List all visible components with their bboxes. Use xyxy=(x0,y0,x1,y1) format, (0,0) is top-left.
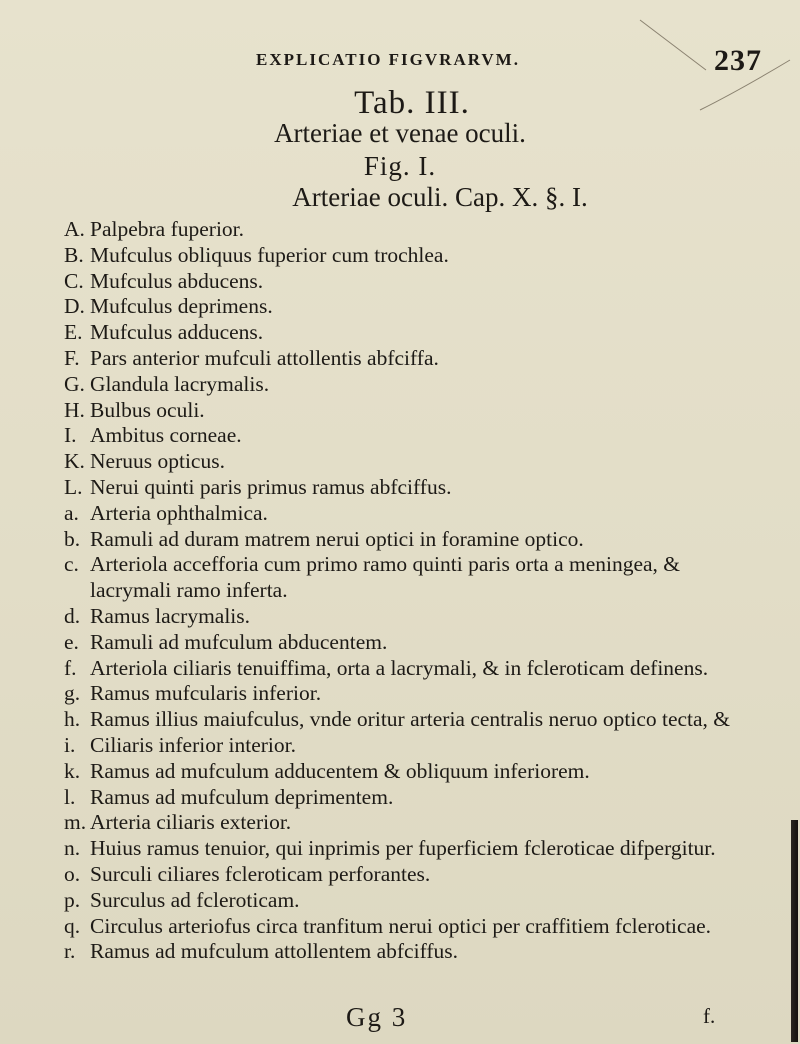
entry-letter: L. xyxy=(64,474,83,499)
section-title: Arteriae oculi. Cap. X. §. I. xyxy=(292,182,588,212)
entry-letter: b. xyxy=(64,526,81,551)
entry-letter: i. xyxy=(64,732,76,757)
legend-entry xyxy=(64,501,744,527)
entry-text: Pars anterior mufculi attollentis abfciffa. xyxy=(90,345,439,370)
entry-text: Ramuli ad duram matrem nerui optici in foramine optico. xyxy=(90,526,584,551)
entry-text: Mufculus abducens. xyxy=(90,268,264,293)
catchword: f. xyxy=(703,1004,716,1028)
entry-text: Surculi ciliares fcleroticam perforantes. xyxy=(90,861,431,886)
legend-entry xyxy=(64,733,744,759)
entry-text: Ramus ad mufculum deprimentem. xyxy=(90,784,394,809)
entry-text: Mufculus obliquus fuperior cum trochlea. xyxy=(90,242,449,267)
running-head: EXPLICATIO FIGVRARVM. xyxy=(256,50,520,69)
legend-entry xyxy=(64,939,744,965)
entry-text: Circulus arteriofus circa tranfitum nerui optici per craffitiem fcleroticae. xyxy=(90,913,712,938)
page-number: 237 xyxy=(714,44,762,77)
entry-text: Ramus mufcularis inferior. xyxy=(90,681,322,706)
legend-entry xyxy=(64,836,744,862)
entry-letter: E. xyxy=(64,320,83,345)
entry-letter: G. xyxy=(64,371,85,396)
legend-entry xyxy=(64,630,744,656)
entry-letter: m. xyxy=(64,810,87,835)
entry-text: Mufculus deprimens. xyxy=(90,294,273,319)
entry-text: Ramuli ad mufculum abducentem. xyxy=(90,629,388,654)
entry-letter: f. xyxy=(64,655,77,680)
entry-text: Glandula lacrymalis. xyxy=(90,371,270,396)
entry-letter: B. xyxy=(64,242,84,267)
legend-entry xyxy=(64,217,744,243)
entry-text: Mufculus adducens. xyxy=(90,320,264,345)
legend-entry xyxy=(64,914,744,940)
entry-letter: C. xyxy=(64,268,84,293)
entry-letter: D. xyxy=(64,294,85,319)
entry-text: Nerui quinti paris primus ramus abfciffus. xyxy=(90,474,452,499)
plate-title: Tab. III. xyxy=(354,85,470,121)
legend-entry xyxy=(64,862,744,888)
entry-text: Ramus ad mufculum adducentem & obliquum inferiorem. xyxy=(90,758,590,783)
entry-text: Ambitus corneae. xyxy=(90,423,242,448)
entry-letter: H. xyxy=(64,397,85,422)
entry-letter: n. xyxy=(64,836,81,861)
legend-entry xyxy=(64,346,744,372)
entry-letter: r. xyxy=(64,939,76,964)
entry-letter: F. xyxy=(64,345,80,370)
entry-letter: k. xyxy=(64,758,81,783)
entry-letter: A. xyxy=(64,217,85,241)
entry-text: Arteriola accefforia cum primo ramo quinti paris orta a meningea, & lacrymali ramo inferta. xyxy=(90,552,681,603)
legend-entry xyxy=(64,372,744,398)
entry-letter: o. xyxy=(64,861,81,886)
entry-text: Bulbus oculi. xyxy=(90,397,205,422)
legend-entry xyxy=(64,707,744,733)
entry-letter: a. xyxy=(64,500,79,525)
legend-entry xyxy=(64,423,744,449)
entry-letter: h. xyxy=(64,707,81,732)
page-edge-shadow xyxy=(791,820,798,1042)
entry-letter: l. xyxy=(64,784,76,809)
legend-entry xyxy=(64,320,744,346)
entry-letter: I. xyxy=(64,423,77,448)
legend-entry xyxy=(64,810,744,836)
figure-label: Fig. I. xyxy=(363,151,437,181)
entry-letter: d. xyxy=(64,603,81,628)
entry-text: Ramus ad mufculum attollentem abfciffus. xyxy=(90,939,458,964)
legend-entry xyxy=(64,888,744,914)
page-footer xyxy=(0,1002,800,1042)
entry-text: Palpebra fuperior. xyxy=(90,217,245,241)
entry-letter: g. xyxy=(64,681,81,706)
entry-letter: q. xyxy=(64,913,81,938)
legend-list xyxy=(64,217,744,965)
plate-subtitle: Arteriae et venae oculi. xyxy=(274,118,526,148)
entry-text: Ramus lacrymalis. xyxy=(90,603,251,628)
entry-text: Neruus opticus. xyxy=(90,449,225,474)
signature-mark: Gg 3 xyxy=(346,1002,408,1032)
entry-letter: K. xyxy=(64,449,85,474)
entry-text: Arteriola ciliaris tenuiffima, orta a lacrymali, & in fcleroticam definens. xyxy=(90,655,709,680)
entry-text: Huius ramus tenuior, qui inprimis per fuperficiem fcleroticae difpergitur. xyxy=(90,836,716,861)
pencil-stroke xyxy=(640,20,706,70)
legend-entry xyxy=(64,527,744,553)
legend-entry xyxy=(64,681,744,707)
legend-entry xyxy=(64,552,744,604)
legend-entry xyxy=(64,475,744,501)
legend-entry xyxy=(64,398,744,424)
legend-entry xyxy=(64,243,744,269)
entry-text: Ramus illius maiufculus, vnde oritur arteria centralis neruo optico tecta, & xyxy=(90,707,731,732)
entry-text: Arteria ciliaris exterior. xyxy=(90,810,292,835)
legend-entry xyxy=(64,604,744,630)
legend-entry xyxy=(64,449,744,475)
entry-letter: c. xyxy=(64,552,79,577)
entry-text: Surculus ad fcleroticam. xyxy=(90,887,300,912)
legend-entry xyxy=(64,759,744,785)
legend-entry xyxy=(64,656,744,682)
entry-text: Arteria ophthalmica. xyxy=(90,500,268,525)
entry-letter: e. xyxy=(64,629,79,654)
legend-entry xyxy=(64,294,744,320)
legend-entry xyxy=(64,785,744,811)
legend-entry xyxy=(64,269,744,295)
entry-letter: p. xyxy=(64,887,81,912)
entry-text: Ciliaris inferior interior. xyxy=(90,732,296,757)
